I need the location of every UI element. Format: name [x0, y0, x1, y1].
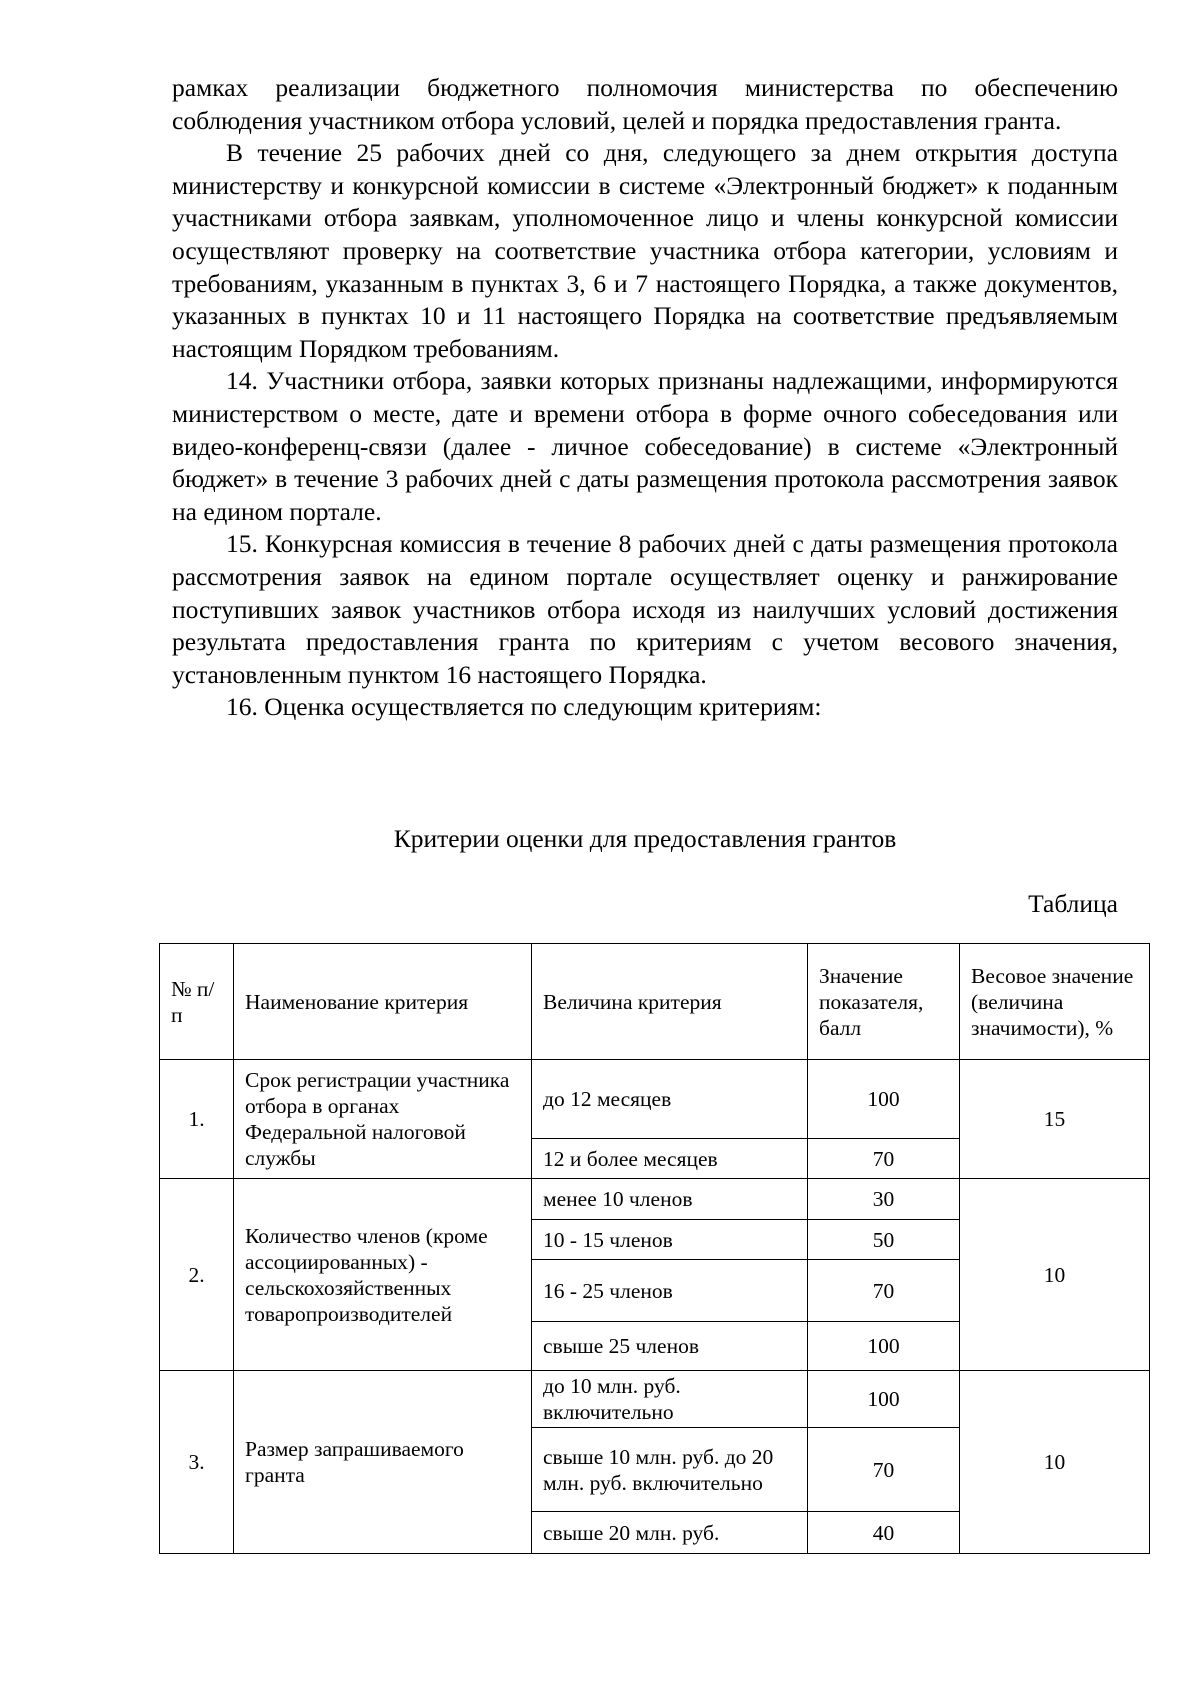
- criterion-value: до 12 месяцев: [532, 1060, 808, 1139]
- header-criterion-name: Наименование критерия: [234, 944, 532, 1060]
- header-number: № п/п: [160, 944, 234, 1060]
- criterion-score: 70: [808, 1260, 960, 1322]
- body-text: [172, 72, 1118, 724]
- criterion-score: 70: [808, 1428, 960, 1512]
- criterion-value: 12 и более месяцев: [532, 1139, 808, 1179]
- criteria-table: [159, 943, 1150, 1554]
- criterion-score: 30: [808, 1179, 960, 1220]
- criterion-name: Срок регистрации участника отбора в органах Федеральной налоговой службы: [234, 1060, 532, 1179]
- criterion-weight: 10: [960, 1371, 1150, 1554]
- criterion-score: 100: [808, 1060, 960, 1139]
- criterion-value: 16 - 25 членов: [532, 1260, 808, 1322]
- paragraph-16: 16. Оценка осуществляется по следующим критериям:: [226, 692, 822, 722]
- paragraph-14: 14. Участники отбора, заявки которых признаны надлежащими, информируются министерством о месте, дате и времени отбора в форме очного собеседования или видео-конференц-связи (далее - личное собеседование) в системе «Электронный бюджет» в течение 3 рабочих дней с даты размещения протокола рассмотрения заявок на едином портале.: [172, 366, 1118, 526]
- criterion-value: свыше 10 млн. руб. до 20 млн. руб. включительно: [532, 1428, 808, 1512]
- header-weight: Весовое значение (величина значимости), %: [960, 944, 1150, 1060]
- criterion-score: 70: [808, 1139, 960, 1179]
- table-row: [160, 1060, 1150, 1139]
- table-header-row: [160, 944, 1150, 1060]
- criterion-name: Размер запрашиваемого гранта: [234, 1371, 532, 1554]
- table-row: [160, 1179, 1150, 1220]
- criterion-weight: 15: [960, 1060, 1150, 1179]
- header-criterion-value: Величина критерия: [532, 944, 808, 1060]
- criterion-score: 50: [808, 1220, 960, 1260]
- paragraph-15: 15. Конкурсная комиссия в течение 8 рабочих дней с даты размещения протокола рассмотрения заявок на едином портале осуществляет оценку и ранжирование поступивших заявок участников отбора исходя из наилучших условий достижения результата предоставления гранта по критериям с учетом весового значения, установленным пунктом 16 настоящего Порядка.: [172, 529, 1118, 689]
- criterion-score: 40: [808, 1512, 960, 1554]
- header-score: Значение показателя, балл: [808, 944, 960, 1060]
- criterion-score: 100: [808, 1371, 960, 1428]
- paragraph-review-period: В течение 25 рабочих дней со дня, следующего за днем открытия доступа министерству и конкурсной комиссии в системе «Электронный бюджет» к поданным участниками отбора заявкам, уполномоченное лицо и члены конкурсной комиссии осуществляют проверку на соответствие участника отбора категории, условиям и требованиям, указанным в пунктах 3, 6 и 7 настоящего Порядка, а также документов, указанных в пунктах 10 и 11 настоящего Порядка на соответствие предъявляемым настоящим Порядком требованиям.: [172, 138, 1118, 363]
- criterion-number: 1.: [160, 1060, 234, 1179]
- criterion-name: Количество членов (кроме ассоциированных) - сельскохозяйственных товаропроизводителей: [234, 1179, 532, 1371]
- criterion-value: менее 10 членов: [532, 1179, 808, 1220]
- paragraph-continuation: рамках реализации бюджетного полномочия министерства по обеспечению соблюдения участником отбора условий, целей и порядка предоставления гранта.: [172, 73, 1118, 135]
- criterion-value: свыше 20 млн. руб.: [532, 1512, 808, 1554]
- criterion-value: свыше 25 членов: [532, 1322, 808, 1371]
- criterion-number: 2.: [160, 1179, 234, 1371]
- table-row: [160, 1371, 1150, 1428]
- criterion-weight: 10: [960, 1179, 1150, 1371]
- table-title: Критерии оценки для предоставления грантов: [393, 824, 897, 853]
- table-label: Таблица: [1028, 889, 1118, 918]
- criterion-number: 3.: [160, 1371, 234, 1554]
- criterion-value: 10 - 15 членов: [532, 1220, 808, 1260]
- criterion-score: 100: [808, 1322, 960, 1371]
- criterion-value: до 10 млн. руб. включительно: [532, 1371, 808, 1428]
